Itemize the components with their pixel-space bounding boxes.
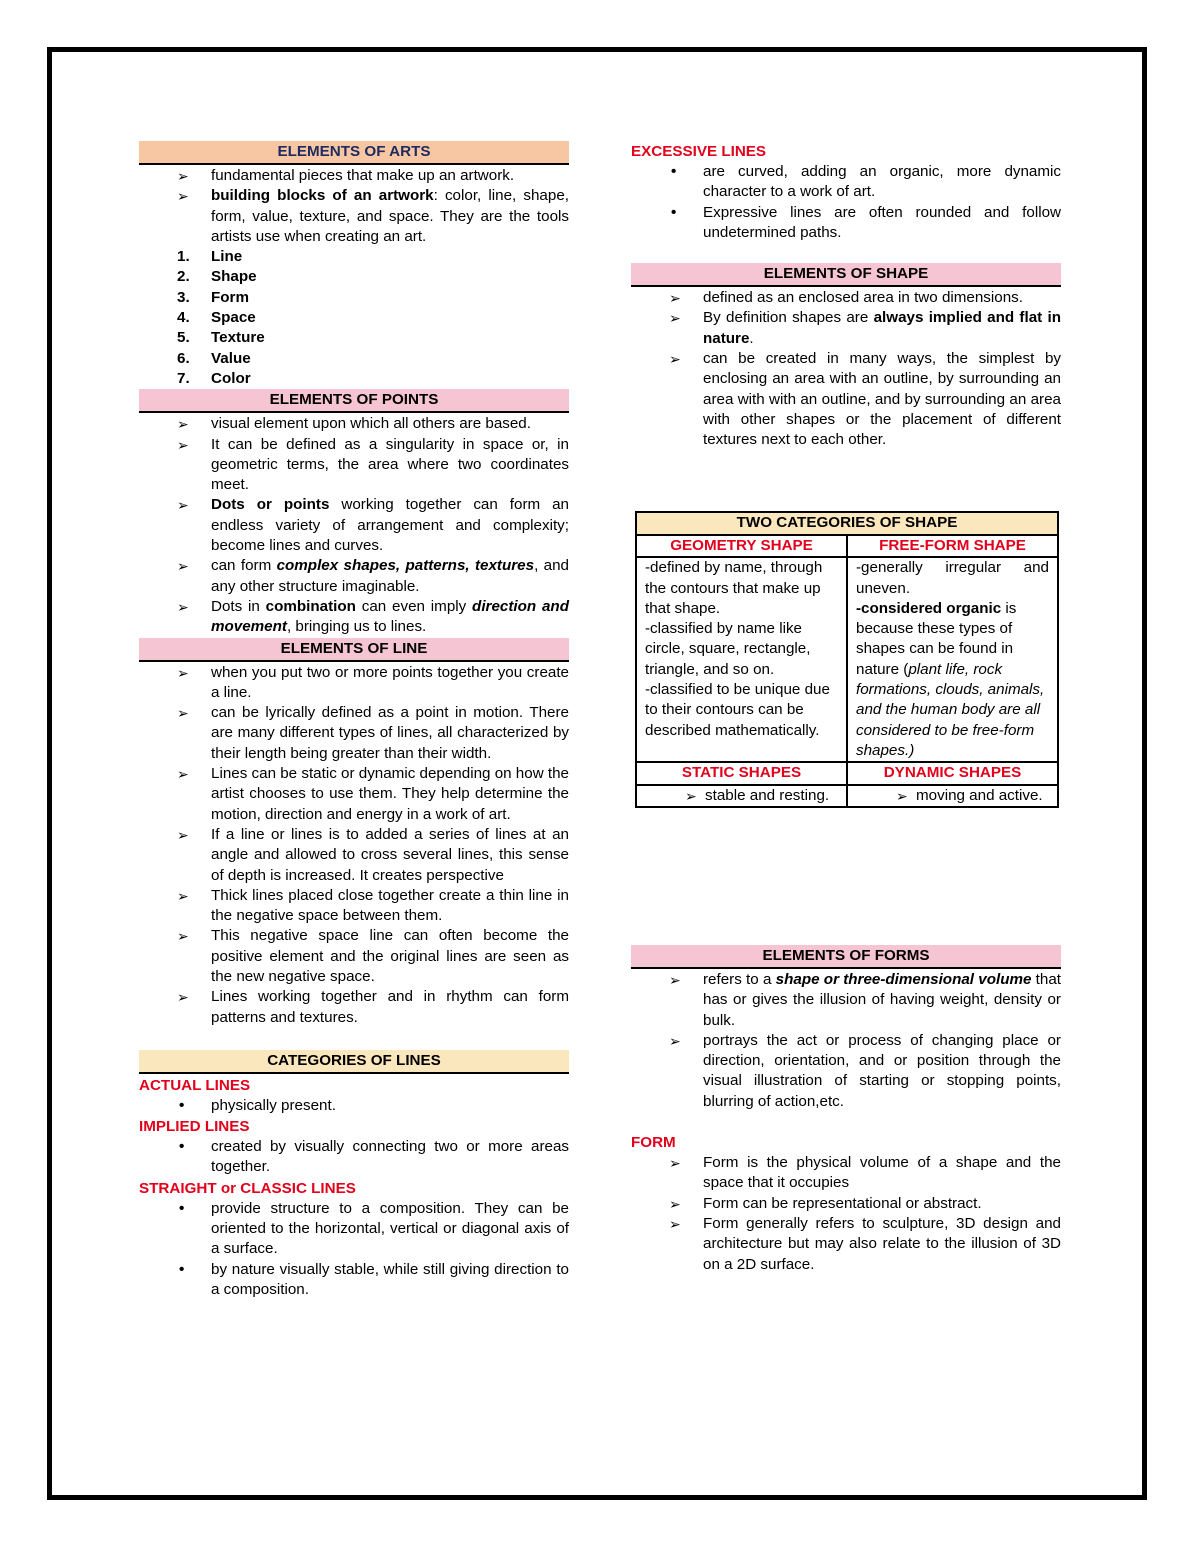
elements-of-arts-header: ELEMENTS OF ARTS — [139, 141, 569, 165]
shape-categories-table — [635, 511, 1059, 808]
list-item: • by nature visually stable, while still giving direction to a composition. — [139, 1260, 569, 1301]
item-number: 7. — [177, 369, 190, 387]
text: is because these types of shapes can be found in nature ( — [856, 599, 1017, 678]
list-item: ➢ Form generally refers to sculpture, 3D design and architecture but may also relate to the illusion of 3D on a 2D surface. — [631, 1214, 1061, 1275]
item-number: 5. — [177, 329, 190, 347]
text: . — [749, 329, 754, 347]
table-title: TWO CATEGORIES OF SHAPE — [636, 512, 1058, 535]
list-item — [139, 556, 569, 597]
cell-text — [856, 599, 1049, 761]
free-form-shape-heading: FREE-FORM SHAPE — [847, 535, 1058, 557]
bold-text: building blocks of an artwork — [211, 187, 434, 205]
list-item — [139, 186, 569, 247]
elements-of-points-header: ELEMENTS OF POINTS — [139, 389, 569, 413]
list-item: ➢ stable and resting. — [645, 786, 838, 806]
elements-of-forms-list — [631, 970, 1061, 1112]
categories-of-lines-header: CATEGORIES OF LINES — [139, 1050, 569, 1074]
elements-of-shape-header: ELEMENTS OF SHAPE — [631, 263, 1061, 287]
text: , and any other structure imaginable. — [211, 557, 569, 595]
straight-lines-title: STRAIGHT or CLASSIC LINES — [139, 1179, 356, 1197]
list-item: ➢ moving and active. — [856, 786, 1049, 806]
item-label: Shape — [211, 268, 257, 286]
item-number: 2. — [177, 268, 190, 286]
list-item — [631, 970, 1061, 1031]
list-item: ➢ portrays the act or process of changing place or direction, orientation, and or position through the visual illustration of starting or stopping points, blurring of action,etc. — [631, 1031, 1061, 1112]
numbered-item — [139, 369, 569, 389]
elements-of-points-list — [139, 414, 569, 637]
list-item — [631, 308, 1061, 349]
straight-lines-list — [139, 1199, 569, 1300]
elements-of-line-header: ELEMENTS OF LINE — [139, 638, 569, 662]
numbered-item — [139, 328, 569, 348]
elements-of-shape-list — [631, 288, 1061, 450]
list-item: ➢ Form is the physical volume of a shape and the space that it occupies — [631, 1153, 1061, 1194]
numbered-item — [139, 288, 569, 308]
bold-text: -considered organic — [856, 599, 1002, 617]
text: can even imply — [355, 597, 473, 615]
list-item: ➢ when you put two or more points together you create a line. — [139, 663, 569, 704]
static-shapes-cell — [636, 785, 847, 807]
list-item: ➢ This negative space line can often become the positive element and the original lines are seen as the new negative space. — [139, 926, 569, 987]
list-item: • Expressive lines are often rounded and follow undetermined paths. — [631, 203, 1061, 244]
list-item: • physically present. — [139, 1096, 569, 1116]
list-item — [139, 597, 569, 638]
item-number: 6. — [177, 349, 190, 367]
numbered-item — [139, 247, 569, 267]
item-number: 1. — [177, 248, 190, 266]
list-item: ➢ Thick lines placed close together create a thin line in the negative space between them. — [139, 886, 569, 927]
text: By definition shapes are — [703, 309, 874, 327]
geometry-shape-heading: GEOMETRY SHAPE — [636, 535, 847, 557]
item-label: Color — [211, 369, 251, 387]
list-item: ➢ visual element upon which all others are based. — [139, 414, 569, 434]
text: , bringing us to lines. — [286, 618, 427, 636]
cell-text: -classified by name like circle, square, rectangle, triangle, and so on. — [645, 620, 811, 678]
cell-text: -classified to be unique due to their contours can be described mathematically. — [645, 681, 830, 739]
numbered-item — [139, 349, 569, 369]
bold-italic-text: shape or three-dimensional volume — [775, 971, 1032, 988]
list-item: ➢ defined as an enclosed area in two dimensions. — [631, 288, 1061, 308]
list-item: • created by visually connecting two or more areas together. — [139, 1137, 569, 1178]
text: that has or gives the illusion of having weight, density or bulk. — [703, 971, 1062, 1029]
actual-lines-title: ACTUAL LINES — [139, 1076, 251, 1094]
left-column — [139, 141, 569, 1300]
bold-text: combination — [265, 597, 356, 615]
text: working together can form an endless variety of arrangement and complexity; become lines and curves. — [211, 496, 569, 555]
list-item: ➢ can be lyrically defined as a point in motion. There are many different types of lines, all characterized by their length being greater than their width. — [139, 703, 569, 764]
list-item: • provide structure to a composition. They can be oriented to the horizontal, vertical or diagonal axis of a surface. — [139, 1199, 569, 1260]
item-number: 3. — [177, 288, 190, 306]
right-column — [631, 141, 1061, 451]
list-item: ➢ It can be defined as a singularity in space or, in geometric terms, the area where two coordinates meet. — [139, 435, 569, 496]
dynamic-shapes-cell — [847, 785, 1058, 807]
geometry-shape-cell — [636, 557, 847, 762]
italic-text: plant life, rock formations, clouds, animals, and the human body are all considered to be free-form shapes.) — [856, 660, 1045, 759]
cell-text: -generally irregular and uneven. — [856, 559, 1049, 597]
bold-italic-text: direction and movement — [211, 597, 569, 636]
list-item: ➢ Lines can be static or dynamic depending on how the artist chooses to use them. They help determine the motion, direction and energy in a work of art. — [139, 764, 569, 825]
numbered-item — [139, 267, 569, 287]
right-column-lower — [631, 945, 1061, 1275]
item-label: Texture — [211, 329, 265, 347]
excessive-lines-list — [631, 162, 1061, 243]
list-item: ➢ Lines working together and in rhythm can form patterns and textures. — [139, 987, 569, 1028]
item-number: 4. — [177, 309, 190, 327]
list-item: ➢ fundamental pieces that make up an artwork. — [139, 166, 569, 186]
elements-of-line-list — [139, 663, 569, 1028]
list-item: • are curved, adding an organic, more dynamic character to a work of art. — [631, 162, 1061, 203]
bold-text: Dots or points — [211, 496, 330, 514]
implied-lines-title: IMPLIED LINES — [139, 1118, 250, 1136]
bold-text: always implied and flat in nature — [703, 309, 1061, 347]
dynamic-shapes-heading: DYNAMIC SHAPES — [847, 762, 1058, 784]
numbered-item — [139, 308, 569, 328]
list-item: ➢ can be created in many ways, the simplest by enclosing an area with an outline, by surrounding an area with with an outline, and by surrounding an area with other shapes or the placement of different textures next to each other. — [631, 349, 1061, 450]
form-list — [631, 1153, 1061, 1275]
item-label: Line — [211, 248, 243, 266]
free-form-shape-cell — [847, 557, 1058, 762]
item-label: Form — [211, 288, 249, 306]
bold-italic-text: complex shapes, patterns, textures — [276, 557, 535, 575]
form-title: FORM — [631, 1134, 676, 1152]
text: Dots in — [211, 597, 266, 615]
text: can form — [211, 557, 277, 575]
item-label: Value — [211, 349, 251, 367]
actual-lines-list — [139, 1096, 569, 1116]
list-item: ➢ Form can be representational or abstract. — [631, 1194, 1061, 1214]
static-shapes-heading: STATIC SHAPES — [636, 762, 847, 784]
text: refers to a — [703, 971, 776, 988]
excessive-lines-title: EXCESSIVE LINES — [631, 143, 767, 160]
implied-lines-list — [139, 1137, 569, 1178]
elements-of-forms-header: ELEMENTS OF FORMS — [631, 945, 1061, 969]
elements-of-arts-list — [139, 166, 569, 389]
list-item: ➢ If a line or lines is to added a series of lines at an angle and allowed to cross several lines, this sense of depth is increased. It creates perspective — [139, 825, 569, 886]
list-item — [139, 495, 569, 556]
text: : color, line, shape, form, value, texture, and space. They are the tools artists use when creating an art. — [211, 187, 569, 245]
cell-text: -defined by name, through the contours that make up that shape. — [645, 559, 823, 617]
item-label: Space — [211, 309, 256, 327]
